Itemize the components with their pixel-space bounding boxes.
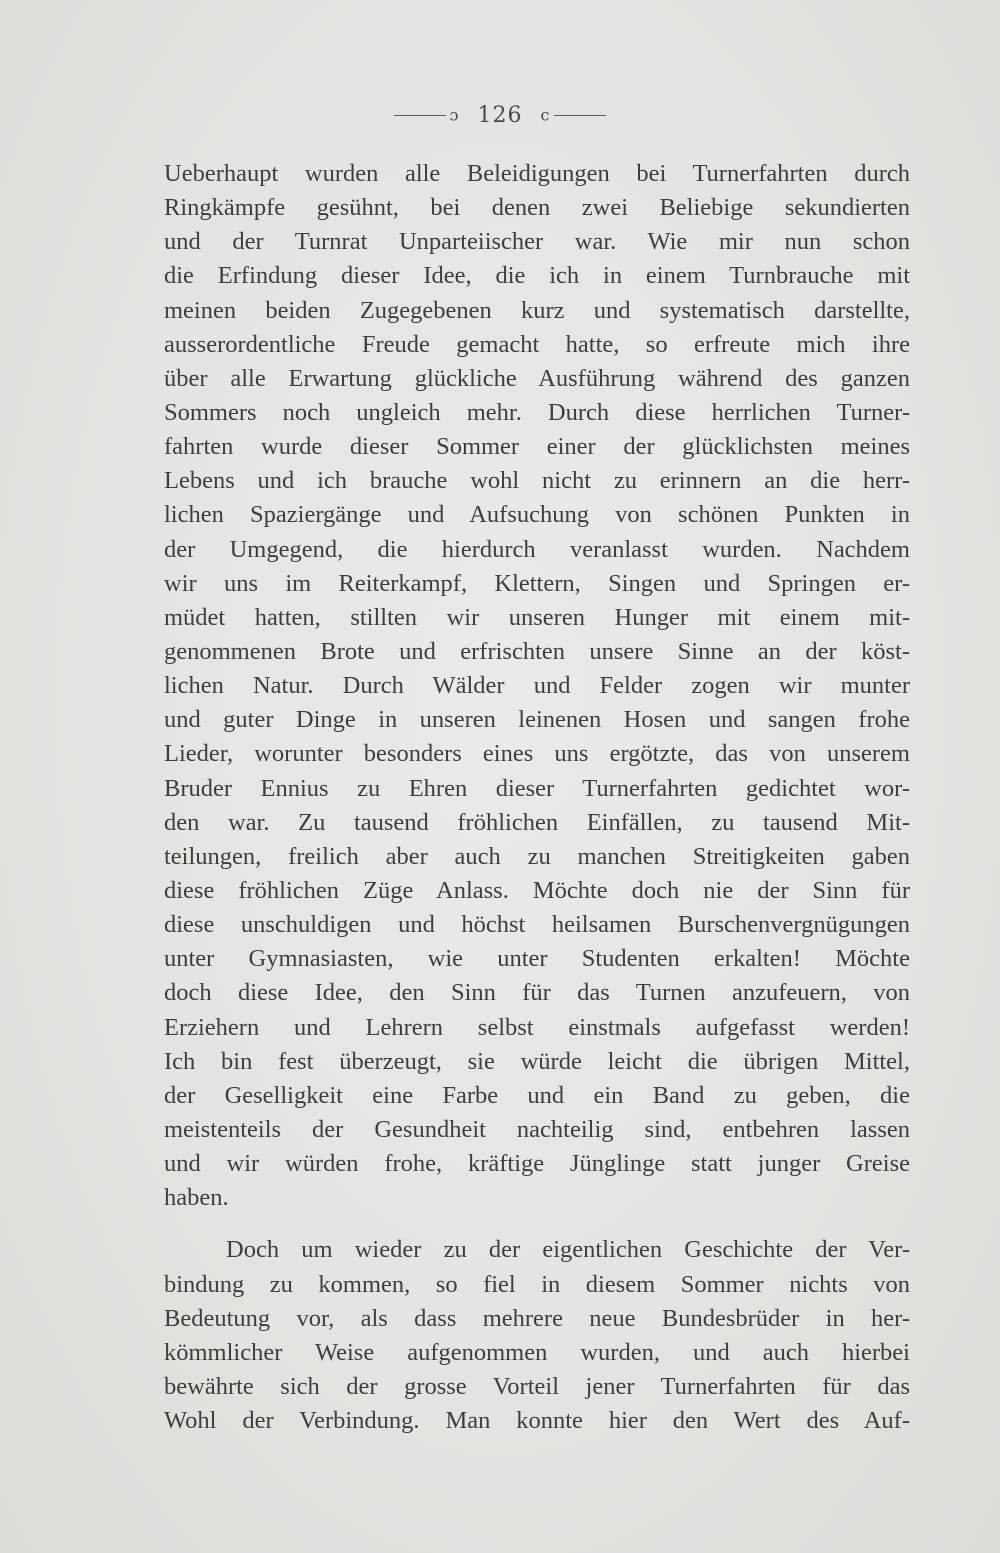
text-line: die Erfindung dieser Idee, die ich in einem Turnbrauche mit xyxy=(164,262,910,290)
page-header xyxy=(0,102,1000,128)
text-line: meinen beiden Zugegebenen kurz und systematisch darstellte, xyxy=(164,296,910,324)
text-line: der Geselligkeit eine Farbe und ein Band zu geben, die xyxy=(164,1081,910,1109)
text-line: doch diese Idee, den Sinn für das Turnen anzufeuern, von xyxy=(164,979,910,1007)
text-line: ausserordentliche Freude gemacht hatte, so erfreute mich ihre xyxy=(164,330,910,358)
text-line: Ich bin fest überzeugt, sie würde leicht die übrigen Mittel, xyxy=(164,1047,910,1075)
text-line: teilungen, freilich aber auch zu manchen Streitigkeiten gaben xyxy=(164,842,910,870)
text-line: Erziehern und Lehrern selbst einstmals aufgefasst werden! xyxy=(164,1013,910,1041)
header-rule-left xyxy=(394,115,446,116)
text-line: kömmlicher Weise aufgenommen wurden, und auch hierbei xyxy=(164,1338,910,1366)
text-line: Wohl der Verbindung. Man konnte hier den Wert des Auf- xyxy=(164,1407,910,1435)
paragraph-1 xyxy=(164,157,910,1215)
text-line: haben. xyxy=(164,1184,229,1212)
text-line: den war. Zu tausend fröhlichen Einfällen, zu tausend Mit- xyxy=(164,808,910,836)
text-line: der Umgegend, die hierdurch veranlasst wurden. Nachdem xyxy=(164,535,910,563)
text-line: meistenteils der Gesundheit nachteilig sind, entbehren lassen xyxy=(164,1115,910,1143)
paragraph-2 xyxy=(164,1233,910,1438)
text-line: lichen Spaziergänge und Aufsuchung von schönen Punkten in xyxy=(164,501,910,529)
text-line: Doch um wieder zu der eigentlichen Geschichte der Ver- xyxy=(226,1236,910,1264)
body-text xyxy=(164,157,910,1438)
text-line: Bedeutung vor, als dass mehrere neue Bundesbrüder in her- xyxy=(164,1304,910,1332)
text-line: über alle Erwartung glückliche Ausführung während des ganzen xyxy=(164,364,910,392)
text-line: und guter Dinge in unseren leinenen Hosen und sangen frohe xyxy=(164,706,910,734)
text-line: Lieder, worunter besonders eines uns ergötzte, das von unserem xyxy=(164,740,910,768)
paragraph-gap xyxy=(164,1215,910,1233)
text-line: diese fröhlichen Züge Anlass. Möchte doch nie der Sinn für xyxy=(164,876,910,904)
page-number: 126 xyxy=(477,102,523,128)
text-line: Ueberhaupt wurden alle Beleidigungen bei Turnerfahrten durch xyxy=(164,160,910,187)
text-line: bindung zu kommen, so fiel in diesem Sommer nichts von xyxy=(164,1270,910,1298)
header-ornament-left: ɔ xyxy=(449,105,460,125)
text-line: und wir würden frohe, kräftige Jünglinge statt junger Greise xyxy=(164,1150,910,1178)
text-line: Ringkämpfe gesühnt, bei denen zwei Beliebige sekundierten xyxy=(164,194,910,222)
text-line: Sommers noch ungleich mehr. Durch diese herrlichen Turner- xyxy=(164,398,910,426)
text-line: wir uns im Reiterkampf, Klettern, Singen und Springen er- xyxy=(164,569,910,597)
text-line: diese unschuldigen und höchst heilsamen Burschenvergnügungen xyxy=(164,911,910,939)
text-line: müdet hatten, stillten wir unseren Hunger mit einem mit- xyxy=(164,603,910,631)
header-rule-right xyxy=(554,115,606,116)
text-line: lichen Natur. Durch Wälder und Felder zogen wir munter xyxy=(164,672,910,700)
text-line: unter Gymnasiasten, wie unter Studenten erkalten! Möchte xyxy=(164,945,910,973)
header-ornament-right: c xyxy=(540,105,551,125)
text-line: fahrten wurde dieser Sommer einer der glücklichsten meines xyxy=(164,433,910,461)
text-line: genommenen Brote und erfrischten unsere Sinne an der köst- xyxy=(164,637,910,665)
text-line: und der Turnrat Unparteiischer war. Wie mir nun schon xyxy=(164,228,910,256)
text-line: bewährte sich der grosse Vorteil jener Turnerfahrten für das xyxy=(164,1372,910,1400)
text-line: Bruder Ennius zu Ehren dieser Turnerfahrten gedichtet wor- xyxy=(164,774,910,802)
text-line: Lebens und ich brauche wohl nicht zu erinnern an die herr- xyxy=(164,467,910,495)
